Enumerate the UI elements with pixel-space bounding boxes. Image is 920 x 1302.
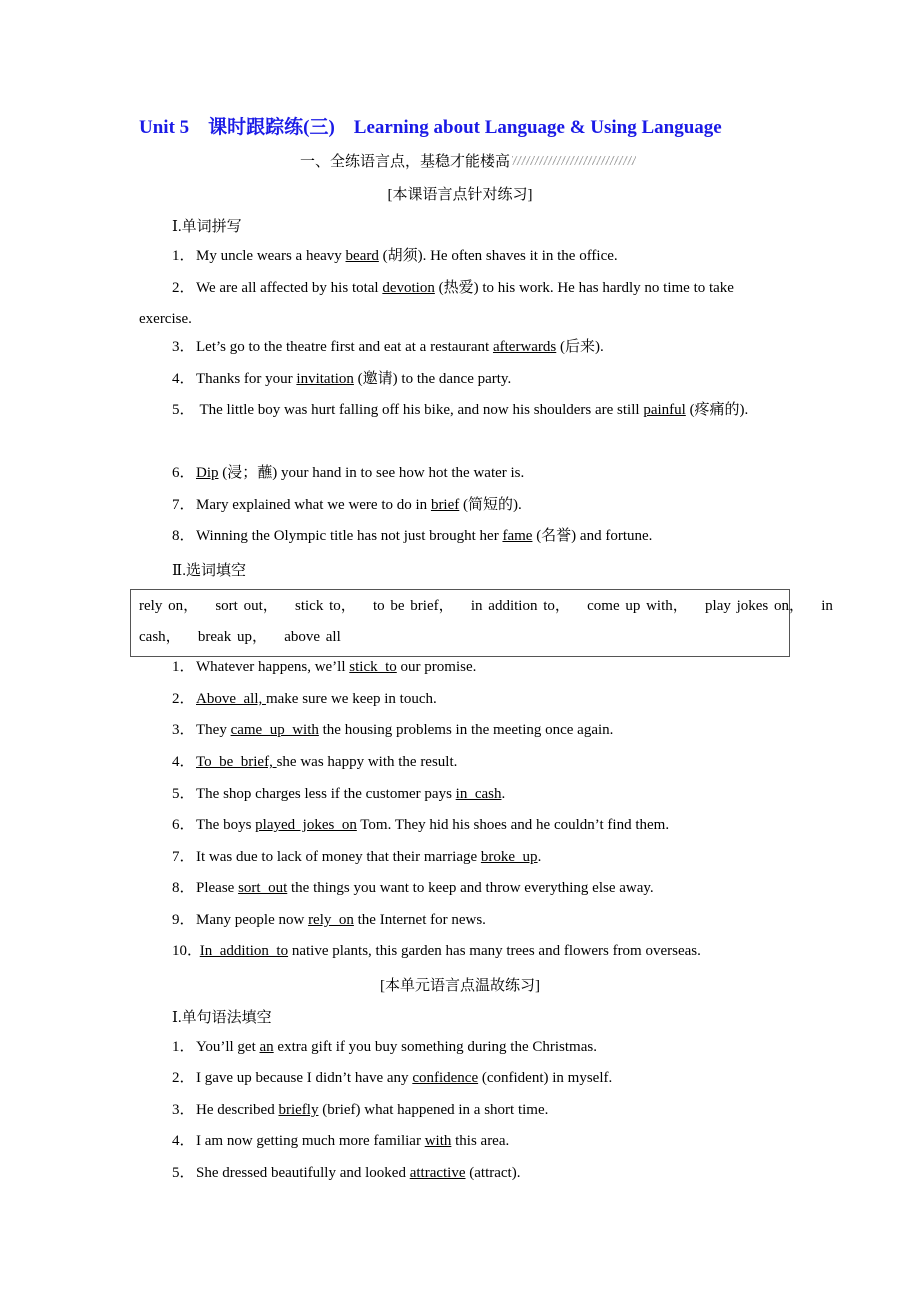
item-text: extra gift if you buy something during the Christmas.	[273, 1039, 597, 1055]
item-answer: To be brief,	[196, 754, 277, 770]
exercise-item	[139, 842, 785, 873]
item-number: 3．	[172, 1102, 195, 1118]
item-answer: Dip	[196, 465, 219, 481]
exercise-item	[139, 715, 785, 746]
item-text: (胡须). He often shaves it in the office.	[378, 248, 618, 264]
word-box	[130, 589, 833, 657]
item-number: 1．	[172, 1039, 195, 1055]
item-text: (疼痛的).	[685, 402, 749, 418]
item-answer: painful	[643, 402, 686, 418]
item-number: 5．	[172, 786, 195, 802]
item-number: 1．	[172, 248, 195, 264]
item-number: 1．	[172, 659, 195, 675]
item-text: You’ll get	[196, 1039, 260, 1055]
item-text: make sure we keep in touch.	[265, 691, 437, 707]
item-text: Thanks for your	[196, 371, 297, 387]
item-number: 4．	[172, 1133, 195, 1149]
item-answer: came up with	[230, 722, 319, 738]
item-answer: broke up	[480, 849, 538, 865]
item-text: the Internet for news.	[353, 912, 486, 928]
exercise-item	[139, 779, 785, 810]
item-number: 7．	[172, 849, 195, 865]
exercise-item	[139, 364, 785, 395]
item-text: They	[196, 722, 231, 738]
item-number: 8．	[172, 880, 195, 896]
item-answer: Above all,	[196, 691, 266, 707]
exercise-item	[139, 490, 785, 521]
item-number: 3．	[172, 722, 195, 738]
exercise-item	[139, 1063, 785, 1094]
exercise-item	[139, 1158, 785, 1189]
item-text: It was due to lack of money that their marriage	[196, 849, 481, 865]
item-text: The little boy was hurt falling off his bike, and now his shoulders are still	[196, 402, 644, 418]
item-text: Tom. They hid his shoes and he couldn’t find them.	[356, 817, 670, 833]
item-text: The boys	[196, 817, 256, 833]
item-answer: stick to	[349, 659, 397, 675]
item-number: 2．	[172, 280, 195, 296]
part1-heading: Ⅰ.单词拼写	[172, 219, 242, 235]
item-number: 5．	[172, 1165, 195, 1181]
item-text: (浸；蘸) your hand in to see how hot the water is.	[218, 465, 525, 481]
item-text: (后来).	[556, 339, 604, 355]
subheading-unit: [本单元语言点温故练习]	[380, 978, 540, 994]
item-number: 7．	[172, 497, 195, 513]
exercise-item	[139, 652, 785, 683]
exercise-item	[139, 1032, 785, 1063]
word-box-line: rely on， sort out， stick to， to be brief， in addition to， come up with， play jokes on， in	[139, 598, 833, 614]
item-text: Many people now	[196, 912, 309, 928]
exercise-item	[139, 241, 785, 272]
exercise-item	[139, 873, 785, 904]
exercise-item	[139, 1126, 785, 1157]
exercise-item	[139, 810, 785, 841]
exercise-item	[139, 332, 785, 363]
part2-heading: Ⅱ.选词填空	[172, 563, 246, 579]
item-text: Winning the Olympic title has not just brought her	[196, 528, 503, 544]
section-heading-text: 一、全练语言点，基稳才能楼高	[300, 152, 511, 170]
item-answer: brief	[430, 497, 460, 513]
item-answer: with	[424, 1133, 452, 1149]
item-answer: played jokes on	[255, 817, 357, 833]
exercise-item	[139, 1095, 785, 1126]
item-text: He described	[196, 1102, 279, 1118]
item-answer: beard	[345, 248, 379, 264]
hatch-decoration	[512, 156, 636, 165]
page-title: Unit 5 课时跟踪练(三) Learning about Language & Using Language	[139, 117, 722, 138]
item-text: (名誉) and fortune.	[532, 528, 653, 544]
item-text: We are all affected by his total	[196, 280, 383, 296]
exercise-item	[139, 273, 785, 335]
item-text: Please	[196, 880, 239, 896]
item-answer: fame	[502, 528, 533, 544]
item-number: 9．	[172, 912, 195, 928]
item-number: 4．	[172, 754, 195, 770]
item-number: 6．	[172, 465, 195, 481]
item-text: Whatever happens, we’ll	[196, 659, 350, 675]
item-answer: devotion	[382, 280, 435, 296]
exercise-item	[139, 395, 785, 426]
exercise-item	[139, 747, 785, 778]
item-number: 10．	[172, 943, 203, 959]
item-text: Let’s go to the theatre first and eat at a restaurant	[196, 339, 493, 355]
item-answer: rely on	[308, 912, 354, 928]
item-text: (attract).	[465, 1165, 521, 1181]
item-answer: in cash	[455, 786, 502, 802]
item-text: She dressed beautifully and looked	[196, 1165, 410, 1181]
exercise-item	[139, 936, 785, 967]
item-number: 5．	[172, 402, 195, 418]
item-text: The shop charges less if the customer pays	[196, 786, 456, 802]
item-answer: briefly	[278, 1102, 319, 1118]
exercise-item	[139, 905, 785, 936]
item-text: .	[501, 786, 506, 802]
item-text: (热爱) to his work. He has hardly no time to take exercise.	[139, 280, 738, 327]
item-number: 3．	[172, 339, 195, 355]
subheading-lesson: [本课语言点针对练习]	[387, 187, 533, 203]
item-number: 2．	[172, 691, 195, 707]
item-number: 2．	[172, 1070, 195, 1086]
exercise-item	[139, 458, 785, 489]
item-text: (brief) what happened in a short time.	[318, 1102, 549, 1118]
item-text: she was happy with the result.	[276, 754, 458, 770]
item-answer: afterwards	[492, 339, 557, 355]
item-text: (简短的).	[459, 497, 522, 513]
item-text: this area.	[451, 1133, 510, 1149]
word-box-line: cash， break up， above all	[139, 629, 341, 645]
item-text: (confident) in myself.	[478, 1070, 613, 1086]
item-text: Mary explained what we were to do in	[196, 497, 431, 513]
item-answer: attractive	[409, 1165, 466, 1181]
item-text: the housing problems in the meeting once again.	[318, 722, 614, 738]
exercise-item	[139, 684, 785, 715]
item-number: 6．	[172, 817, 195, 833]
item-text: (邀请) to the dance party.	[353, 371, 512, 387]
item-answer: In addition to	[199, 943, 289, 959]
item-number: 4．	[172, 371, 195, 387]
item-number: 8．	[172, 528, 195, 544]
item-text: .	[537, 849, 542, 865]
section-heading	[300, 150, 636, 171]
item-text: I gave up because I didn’t have any	[196, 1070, 413, 1086]
item-text: the things you want to keep and throw everything else away.	[287, 880, 654, 896]
item-answer: an	[259, 1039, 274, 1055]
exercise-item	[139, 521, 785, 552]
item-answer: sort out	[238, 880, 288, 896]
part3-heading: Ⅰ.单句语法填空	[172, 1010, 272, 1026]
item-text: native plants, this garden has many trees and flowers from overseas.	[288, 943, 701, 959]
item-text: our promise.	[396, 659, 477, 675]
item-text: I am now getting much more familiar	[196, 1133, 425, 1149]
item-answer: invitation	[296, 371, 354, 387]
item-text: My uncle wears a heavy	[196, 248, 346, 264]
item-answer: confidence	[412, 1070, 479, 1086]
